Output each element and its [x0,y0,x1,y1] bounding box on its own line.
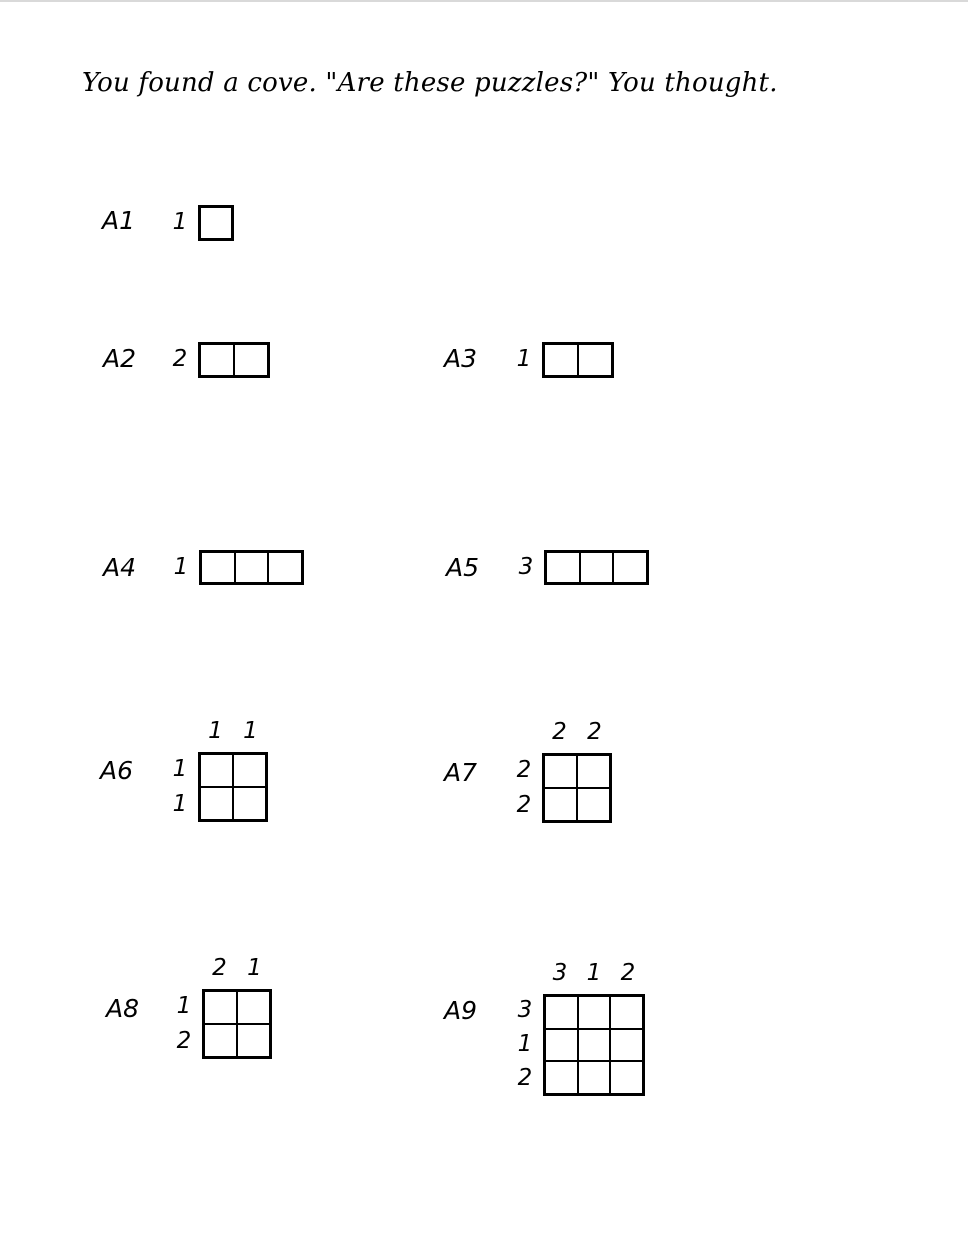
puzzle-grid [198,205,234,241]
row-clue: 1 [173,553,189,580]
grid-cell[interactable] [235,552,269,583]
grid-cell[interactable] [233,754,266,787]
grid-cell[interactable] [546,552,580,583]
grid-cell[interactable] [610,1029,643,1062]
puzzle-label: A7 [444,758,478,787]
top-divider [0,0,968,2]
puzzle-label: A2 [103,344,137,373]
column-clue: 1 [247,955,262,981]
row-clue: 2 [176,1027,192,1054]
puzzle-label: A1 [102,206,136,235]
grid-cell[interactable] [544,344,578,376]
intro-text: You found a cove. "Are these puzzles?" You thought. [82,68,778,98]
column-clue: 1 [208,718,223,744]
puzzle-grid [198,752,268,822]
row-clue: 1 [172,755,188,782]
grid-cell[interactable] [578,996,611,1029]
puzzle-label: A5 [446,553,480,582]
grid-cell[interactable] [201,552,235,583]
grid-cell[interactable] [200,207,232,239]
puzzle-grid [542,342,614,378]
column-clue: 1 [586,960,602,986]
grid-cell[interactable] [610,1061,643,1094]
grid-cell[interactable] [200,344,234,376]
grid-cell[interactable] [544,788,577,821]
grid-cell[interactable] [613,552,647,583]
row-clue: 1 [172,209,188,235]
row-clue: 3 [517,997,533,1023]
grid-cell[interactable] [578,1029,611,1062]
grid-cell[interactable] [200,754,233,787]
column-clue: 1 [243,718,258,744]
grid-cell[interactable] [578,1061,611,1094]
grid-cell[interactable] [237,991,270,1024]
puzzle-grid [202,989,272,1059]
grid-cell[interactable] [578,344,612,376]
grid-cell[interactable] [234,344,268,376]
row-clue: 2 [172,346,188,372]
row-clue: 1 [176,992,192,1019]
row-clue: 1 [172,790,188,817]
column-clue: 2 [587,719,602,745]
column-clue: 3 [552,960,568,986]
puzzle-label: A8 [106,994,140,1023]
grid-cell[interactable] [233,787,266,820]
row-clue: 2 [516,791,532,818]
grid-cell[interactable] [545,1061,578,1094]
column-clue: 2 [212,955,227,981]
grid-cell[interactable] [580,552,614,583]
grid-cell[interactable] [204,1024,237,1057]
grid-cell[interactable] [577,788,610,821]
grid-cell[interactable] [545,1029,578,1062]
puzzle-grid [542,753,612,823]
puzzle-label: A9 [444,996,478,1025]
row-clue: 1 [516,346,532,372]
puzzle-grid [198,342,270,378]
grid-cell[interactable] [237,1024,270,1057]
puzzle-label: A4 [103,553,137,582]
puzzle-grid [199,550,304,585]
puzzle-label: A3 [444,344,478,373]
grid-cell[interactable] [610,996,643,1029]
column-clue: 2 [552,719,567,745]
grid-cell[interactable] [544,755,577,788]
grid-cell[interactable] [268,552,302,583]
grid-cell[interactable] [577,755,610,788]
puzzle-grid [544,550,649,585]
row-clue: 1 [517,1031,533,1057]
grid-cell[interactable] [200,787,233,820]
row-clue: 2 [517,1065,533,1091]
puzzle-grid [543,994,645,1096]
puzzle-label: A6 [100,756,134,785]
row-clue: 2 [516,756,532,783]
grid-cell[interactable] [204,991,237,1024]
grid-cell[interactable] [545,996,578,1029]
row-clue: 3 [518,553,534,580]
column-clue: 2 [620,960,636,986]
